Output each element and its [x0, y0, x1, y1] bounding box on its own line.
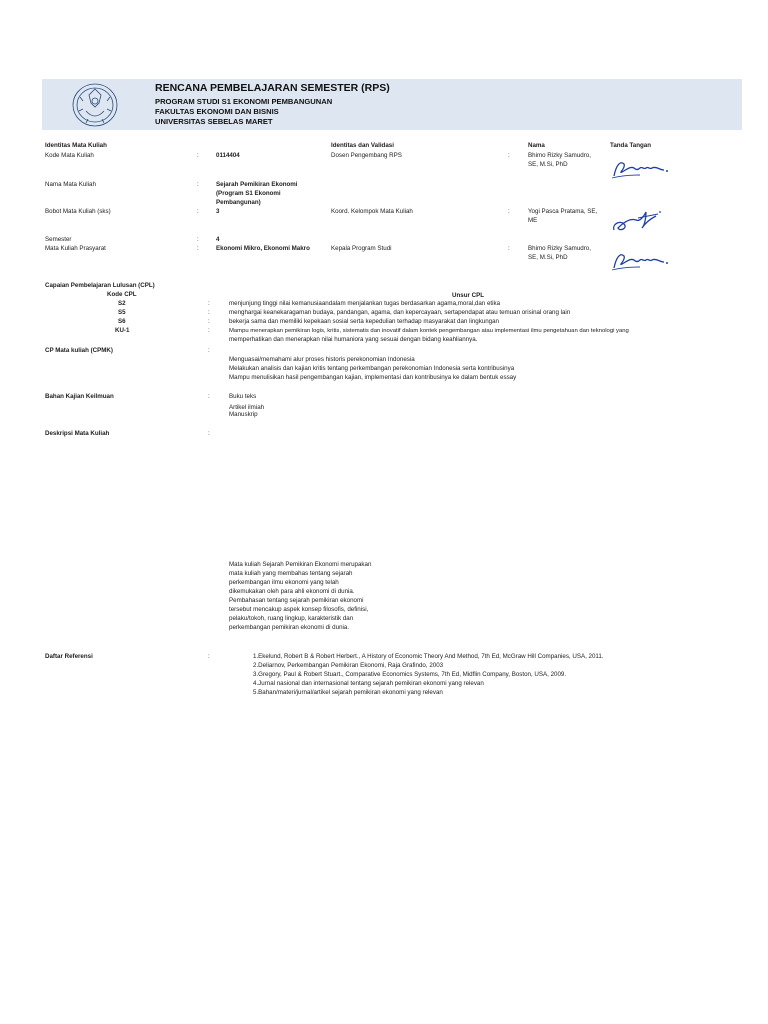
validasi-name-1b: SE, M.Si, PhD	[528, 161, 568, 168]
fakultas: FAKULTAS EKONOMI DAN BISNIS	[155, 107, 279, 116]
header-band	[42, 79, 742, 130]
deskripsi-line: tersebut mencakup aspek konsep filosofis, definisi,	[229, 606, 369, 613]
document-title: RENCANA PEMBELAJARAN SEMESTER (RPS)	[155, 82, 390, 94]
semester-value: 4	[216, 236, 220, 243]
deskripsi-line: perkembangan pemikiran ekonomi di dunia.	[229, 624, 350, 631]
colon: :	[197, 208, 199, 215]
ttd-heading: Tanda Tangan	[610, 142, 652, 149]
colon: :	[208, 300, 210, 307]
validasi-heading: Identitas dan Validasi	[331, 142, 394, 149]
program-studi: PROGRAM STUDI S1 EKONOMI PEMBANGUNAN	[155, 97, 333, 106]
nama-value-3: Pembangunan)	[216, 199, 261, 206]
cpl-code: KU-1	[115, 327, 130, 334]
bahan-heading: Bahan Kajian Keilmuan	[45, 393, 114, 400]
cpl-heading: Capaian Pembelajaran Lulusan (CPL)	[45, 282, 155, 289]
validasi-name-3a: Bhimo Rizky Samudro,	[528, 245, 591, 252]
colon: :	[208, 318, 210, 325]
cpl-text-cont: memperhatikan dan menerapkan nilai humaniora yang sesuai dengan bidang keahliannya.	[229, 336, 478, 343]
referensi-heading: Daftar Referensi	[45, 653, 93, 660]
colon: :	[508, 208, 510, 215]
deskripsi-line: dikemukakan oleh para ahli ekonomi di dunia.	[229, 588, 355, 595]
validasi-name-3b: SE, M.Si, PhD	[528, 254, 568, 261]
colon: :	[197, 236, 199, 243]
colon: :	[208, 653, 210, 660]
identitas-heading: Identitas Mata Kuliah	[45, 142, 107, 149]
cpl-text: Mampu menerapkan pemikiran logis, kritis, sistematis dan inovatif dalam kontek pengembangan atau implementasi ilmu pengetahuan dan teknologi yang	[229, 328, 629, 334]
deskripsi-line: Mata kuliah Sejarah Pemikiran Ekonomi merupakan	[229, 561, 372, 568]
cpl-text: menghargai keanekaragaman budaya, pandangan, agama, dan kepercayaan, sertapendapat atau temuan orisinal orang lain	[229, 309, 571, 316]
prasyarat-value: Ekonomi Mikro, Ekonomi Makro	[216, 245, 310, 252]
semester-label: Semester	[45, 236, 72, 243]
colon: :	[508, 152, 510, 159]
validasi-name-1a: Bhimo Rizky Samudro,	[528, 152, 591, 159]
kode-label: Kode Mata Kuliah	[45, 152, 94, 159]
deskripsi-line: mata kuliah yang membahas tentang sejarah	[229, 570, 353, 577]
universitas: UNIVERSITAS SEBELAS MARET	[155, 117, 273, 126]
colon: :	[208, 327, 210, 334]
colon: :	[197, 245, 199, 252]
cpmk-item: Mampu menulisikan hasil pengembangan kajian, implementasi dan kontribusinya ke dalam bentuk essay	[229, 374, 517, 381]
bobot-label: Bobot Mata Kuliah (sks)	[45, 208, 111, 215]
nama-value-1: Sejarah Pemikiran Ekonomi	[216, 181, 298, 188]
university-seal-icon	[68, 81, 122, 129]
colon: :	[208, 430, 210, 437]
referensi-item: 2.Deliarnov, Perkembangan Pemikiran Ekonomi, Raja Grafindo, 2003	[253, 662, 444, 669]
cpl-text: menjunjung tinggi nilai kemanusiaandalam menjalankan tugas berdasarkan agama,moral,dan etika	[229, 300, 501, 307]
validasi-role-3: Kepala Program Studi	[331, 245, 392, 252]
deskripsi-line: Pembahasan tentang sejarah pemikiran ekonomi	[229, 597, 364, 604]
colon: :	[197, 181, 199, 188]
bobot-value: 3	[216, 208, 220, 215]
deskripsi-line: pelaku/tokoh, ruang lingkup, karakteristik dan	[229, 615, 354, 622]
prasyarat-label: Mata Kuliah Prasyarat	[45, 245, 106, 252]
nama-label: Nama Mata Kuliah	[45, 181, 96, 188]
signature-icon	[610, 250, 670, 272]
colon: :	[208, 309, 210, 316]
nama-value-2: (Program S1 Ekonomi	[216, 190, 281, 197]
referensi-item: 3.Gregory, Paul & Robert Stuart., Comparative Economics Systems, 7th Ed, Midflin Company, Boston, USA, 2009.	[253, 671, 567, 678]
referensi-item: 4.Jurnal nasional dan internasional tentang sejarah pemikiran ekonomi yang relevan	[253, 680, 484, 687]
colon: :	[197, 152, 199, 159]
deskripsi-heading: Deskripsi Mata Kuliah	[45, 430, 110, 437]
signature-icon	[610, 158, 670, 180]
colon: :	[508, 245, 510, 252]
bahan-item: Buku teks	[229, 393, 257, 400]
cpmk-heading: CP Mata kuliah (CPMK)	[45, 347, 113, 354]
cpl-code: S2	[118, 300, 126, 307]
cpl-text: bekerja sama dan memiliki kepekaan sosial serta kepedulian terhadap masyarakat dan lingkungan	[229, 318, 500, 325]
nama-heading: Nama	[528, 142, 545, 149]
cpl-kode-heading: Kode CPL	[107, 291, 137, 298]
cpl-code: S5	[118, 309, 126, 316]
cpmk-item: Menguasai/memahami alur proses historis perekonomian Indonesia	[229, 356, 415, 363]
validasi-role-2: Koord. Kelompok Mata Kuliah	[331, 208, 413, 215]
referensi-item: 5.Bahan/materi/jurnal/artikel sejarah pemikiran ekonomi yang relevan	[253, 689, 443, 696]
validasi-name-2a: Yogi Pasca Pratama, SE,	[528, 208, 598, 215]
bahan-item: Manuskrip	[229, 411, 258, 418]
kode-value: 0114404	[216, 152, 240, 159]
cpmk-item: Melakukan analisis dan kajian kritis tentang perkembangan perekonomian Indonesia serta kontribusinya	[229, 365, 515, 372]
validasi-role-1: Dosen Pengembang RPS	[331, 152, 402, 159]
bahan-item: Artikel ilmiah	[229, 404, 265, 411]
signature-icon	[610, 206, 670, 234]
deskripsi-line: perkembangan ilmu ekonomi yang telah	[229, 579, 339, 586]
colon: :	[208, 347, 210, 354]
colon: :	[208, 393, 210, 400]
cpl-unsur-heading: Unsur CPL	[452, 292, 484, 299]
referensi-item: 1.Ekelund, Robert B & Robert Herbert., A History of Economic Theory And Method, 7th Ed, McGraw Hill Companies, USA, 2011.	[253, 653, 604, 660]
cpl-code: S6	[118, 318, 126, 325]
validasi-name-2b: ME	[528, 217, 538, 224]
